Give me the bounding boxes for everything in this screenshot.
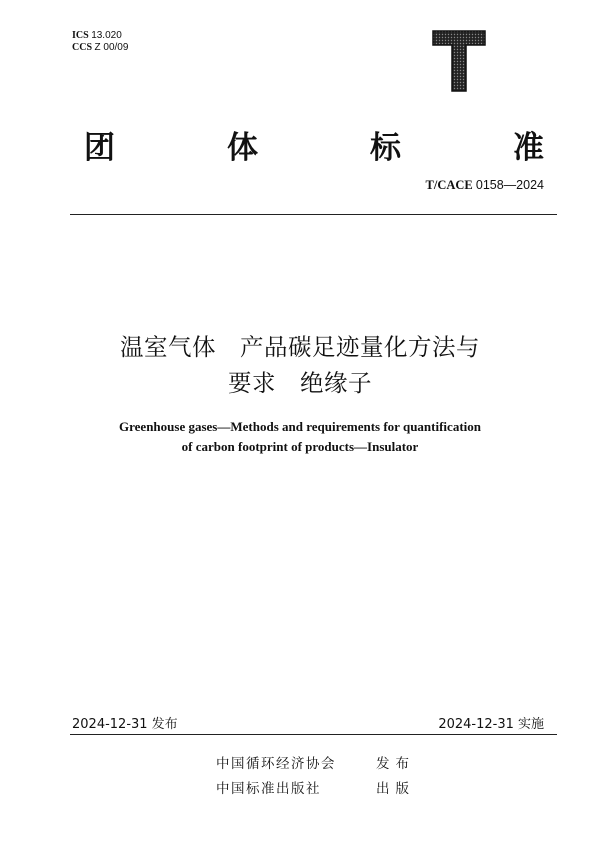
classification-codes — [72, 30, 128, 54]
issue-date: 2024-12-31 发布 — [72, 717, 178, 732]
header-divider — [70, 214, 557, 215]
document-type-title — [84, 122, 544, 167]
publisher-row — [216, 777, 476, 797]
doc-type-char: 准 — [513, 130, 544, 166]
standard-prefix: T/CACE — [425, 178, 473, 192]
footer-divider — [70, 734, 557, 735]
english-title-line-1: Greenhouse gases—Methods and requirements for quantification — [119, 419, 481, 434]
publisher-action: 发布 — [376, 756, 415, 772]
doc-type-char: 标 — [370, 130, 401, 166]
standard-code: 0158—2024 — [475, 178, 544, 192]
chinese-title-line-1: 温室气体 产品碳足迹量化方法与 — [120, 333, 480, 361]
standard-number — [426, 178, 544, 193]
doc-type-char: 体 — [227, 130, 258, 166]
ccs-label: CCS — [72, 42, 93, 53]
english-title-line-2: of carbon footprint of products—Insulator — [181, 439, 419, 454]
ics-code — [72, 30, 128, 42]
ccs-code — [72, 42, 128, 54]
doc-type-char: 团 — [84, 130, 115, 166]
publisher-row — [216, 752, 476, 772]
chinese-title-line-2: 要求 绝缘子 — [228, 369, 372, 397]
standard-type-letter-logo — [432, 30, 486, 92]
publisher-org: 中国标准出版社 — [216, 781, 321, 797]
implementation-date: 2024-12-31 实施 — [438, 717, 544, 732]
ccs-value: Z 00/09 — [94, 42, 129, 53]
ics-value: 13.020 — [91, 30, 122, 41]
publisher-org: 中国循环经济协会 — [216, 756, 336, 772]
publisher-action: 出版 — [376, 781, 415, 797]
ics-label: ICS — [72, 30, 89, 41]
